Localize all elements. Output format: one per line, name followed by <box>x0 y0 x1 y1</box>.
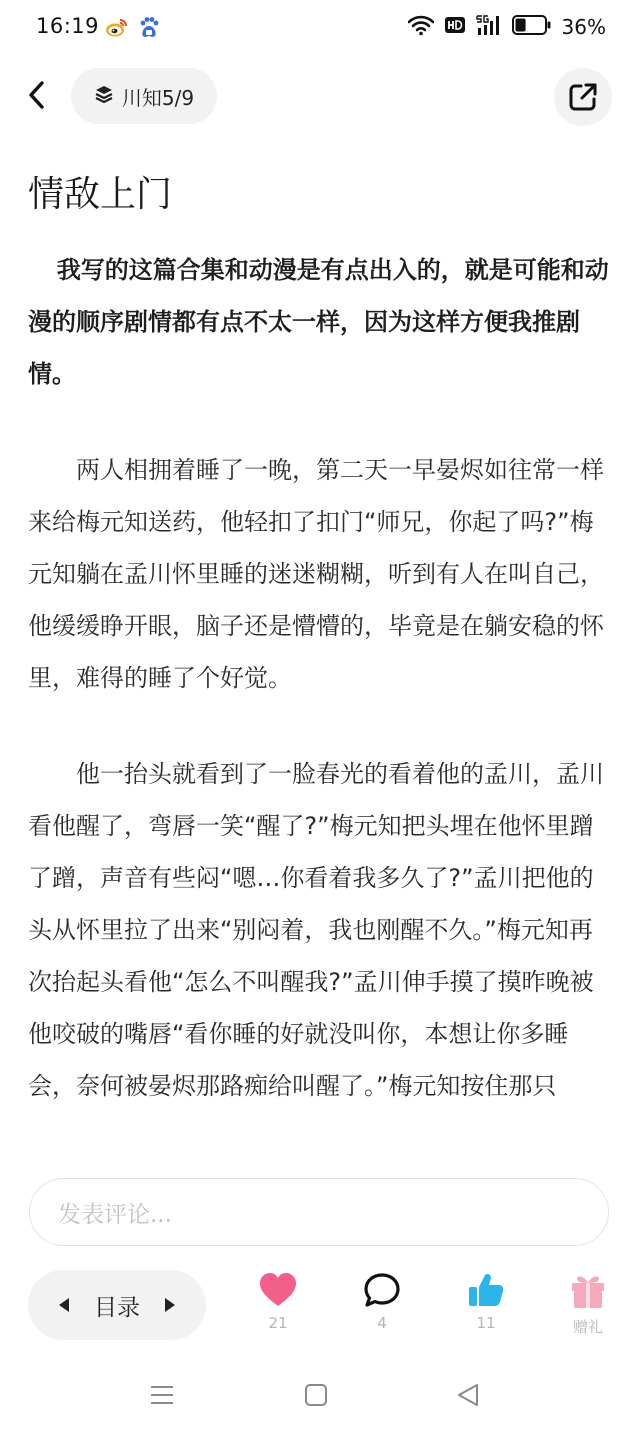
toc-button[interactable]: 目录 <box>94 1294 140 1321</box>
home-icon[interactable] <box>296 1380 336 1410</box>
system-nav-bar <box>0 1362 640 1433</box>
collection-button[interactable] <box>71 68 217 124</box>
5g-signal-icon <box>476 14 502 40</box>
heart-icon <box>258 1272 298 1308</box>
triangle-left-icon <box>58 1297 70 1313</box>
battery-percent: 36% <box>561 15 606 39</box>
comment-input[interactable] <box>29 1178 609 1246</box>
gift-icon <box>569 1272 607 1310</box>
thumbs-up-button[interactable] <box>456 1272 516 1332</box>
comment-placeholder: 发表评论... <box>58 1201 172 1228</box>
layers-icon <box>94 84 114 108</box>
toc-control <box>28 1270 206 1340</box>
speech-bubble-icon <box>363 1272 401 1308</box>
status-bar <box>0 0 640 58</box>
status-indicators <box>408 14 606 40</box>
collection-label: 川知5/9 <box>121 85 195 110</box>
menu-icon[interactable] <box>142 1380 182 1410</box>
article-paragraph: 他一抬头就看到了一脸春光的看着他的孟川，孟川看他醒了，弯唇一笑“醒了?”梅元知把头埋在他怀里蹭了蹭，声音有些闷“嗯…你看着我多久了?”孟川把他的头从怀里拉了出来“别闷着，我也刚醒不久。”梅元知再次抬起头看他“怎么不叫醒我?”孟川伸手摸了摸昨晚被他咬破的嘴唇“看你睡的好就没叫你，本想让你多睡会，奈何被晏烬那路痴给叫醒了。”梅元知按住那只 <box>28 760 604 1100</box>
thumbs-up-count: 11 <box>476 1314 496 1332</box>
share-icon <box>567 81 599 113</box>
back-button[interactable] <box>20 78 54 112</box>
hd-icon <box>444 15 466 39</box>
chevron-left-icon <box>26 80 48 110</box>
content-fade <box>0 1130 640 1160</box>
triangle-right-icon <box>164 1297 176 1313</box>
prev-chapter-button[interactable] <box>54 1295 74 1315</box>
article-paragraph: 两人相拥着睡了一晚，第二天一早晏烬如往常一样来给梅元知送药，他轻扣了扣门“师兄，你起了吗?”梅元知躺在孟川怀里睡的迷迷糊糊，听到有人在叫自己，他缓缓睁开眼，脑子还是懵懵的，毕竟是在躺安稳的怀里，难得的睡了个好觉。 <box>28 456 604 692</box>
article-paragraph: 我写的这篇合集和动漫是有点出入的，就是可能和动漫的顺序剧情都有点不太一样，因为这样方便我推剧情。 <box>28 256 609 388</box>
wifi-icon <box>408 14 434 40</box>
like-count: 21 <box>268 1314 288 1332</box>
share-button[interactable] <box>554 68 612 126</box>
baidu-icon <box>138 16 162 40</box>
battery-icon <box>512 14 552 40</box>
article-body <box>28 244 612 1112</box>
status-time: 16:19 <box>36 14 100 38</box>
thumbs-up-icon <box>467 1272 505 1308</box>
like-button[interactable] <box>248 1272 308 1332</box>
gift-label: 赠礼 <box>572 1318 603 1336</box>
next-chapter-button[interactable] <box>160 1295 180 1315</box>
comment-count: 4 <box>377 1314 387 1332</box>
weibo-icon <box>104 16 128 40</box>
article-title: 情敌上门 <box>28 174 173 215</box>
back-triangle-icon[interactable] <box>448 1380 488 1410</box>
comment-button[interactable] <box>352 1272 412 1332</box>
gift-button[interactable] <box>558 1272 618 1337</box>
